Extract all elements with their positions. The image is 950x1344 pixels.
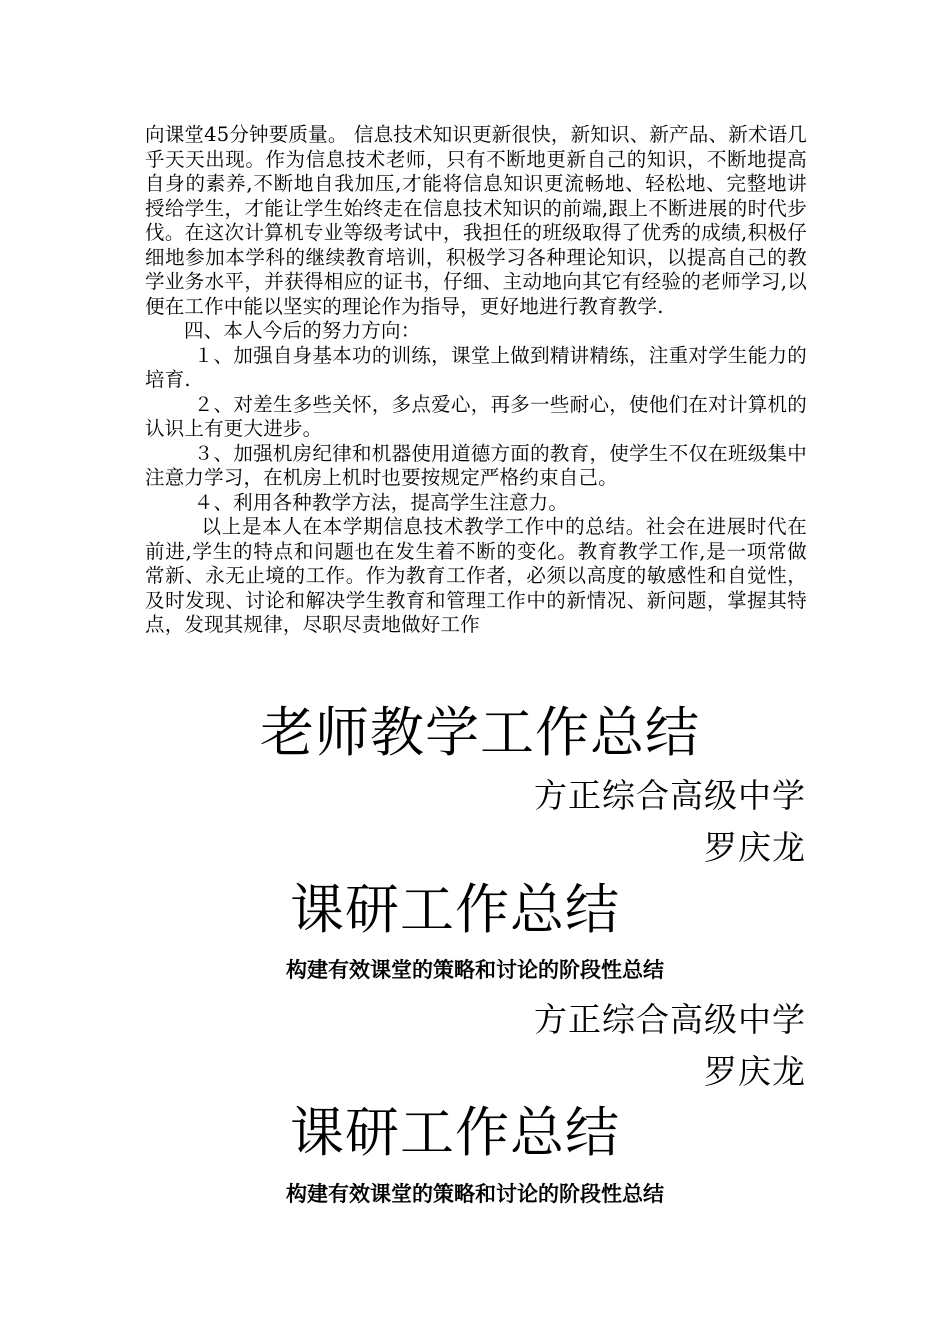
author-name-2: 罗庆龙 bbox=[704, 1052, 806, 1091]
body-text bbox=[145, 123, 807, 638]
heading-future-direction: 四、本人今后的努力方向： bbox=[184, 319, 421, 342]
school-name-2: 方正综合高级中学 bbox=[534, 1000, 806, 1039]
paragraph-conclusion: 以上是本人在本学期信息技术教学工作中的总结。社会在进展时代在前进,学生的特点和问题也在发生着不断的变化。教育教学工作,是一项常做常新、永无止境的工作。作为教育工作者，必须以高度的敏感性和自觉性，及时发现、讨论和解决学生教育和管理工作中的新情况、新问题，掌握其特点，发现其规律，尽职尽责地做好工作 bbox=[145, 515, 807, 636]
paragraph-teaching-quality: 向课堂45分钟要质量。 信息技术知识更新很快，新知识、新产品、新术语几乎天天出现。作为信息技术老师，只有不断地更新自己的知识，不断地提高自身的素养,不断地自我加压,才能将信息知识更流畅地、轻松地、完整地讲授给学生，才能让学生始终走在信息技术知识的前端,跟上不断进展的时代步伐。在这次计算机专业等级考试中，我担任的班级取得了优秀的成绩,积极仔细地参加本学科的继续教育培训，积极学习各种理论知识，以提高自己的教学业务水平，并获得相应的证书，仔细、主动地向其它有经验的老师学习,以便在工作中能以坚实的理论作为指导，更好地进行教育教学. bbox=[145, 123, 808, 318]
subtitle-research-summary-2: 构建有效课堂的策略和讨论的阶段性总结 bbox=[286, 1182, 664, 1206]
subtitle-research-summary: 构建有效课堂的策略和讨论的阶段性总结 bbox=[286, 958, 664, 982]
title-teaching-summary: 老师教学工作总结 bbox=[260, 701, 700, 764]
list-item-2: ２、对差生多些关怀，多点爱心，再多一些耐心，使他们在对计算机的认识上有更大进步。 bbox=[145, 392, 807, 440]
list-item-4: ４、利用各种教学方法，提高学生注意力。 bbox=[193, 490, 569, 514]
title-research-summary: 课研工作总结 bbox=[290, 878, 620, 941]
author-name: 罗庆龙 bbox=[704, 828, 806, 867]
title-research-summary-2: 课研工作总结 bbox=[290, 1101, 620, 1164]
list-item-3: ３、加强机房纪律和机器使用道德方面的教育，使学生不仅在班级集中注意力学习，在机房上机时也要按规定严格约束自己。 bbox=[145, 441, 807, 489]
school-name: 方正综合高级中学 bbox=[534, 776, 806, 815]
list-item-1: １、加强自身基本功的训练，课堂上做到精讲精练，注重对学生能力的培育. bbox=[145, 343, 807, 391]
